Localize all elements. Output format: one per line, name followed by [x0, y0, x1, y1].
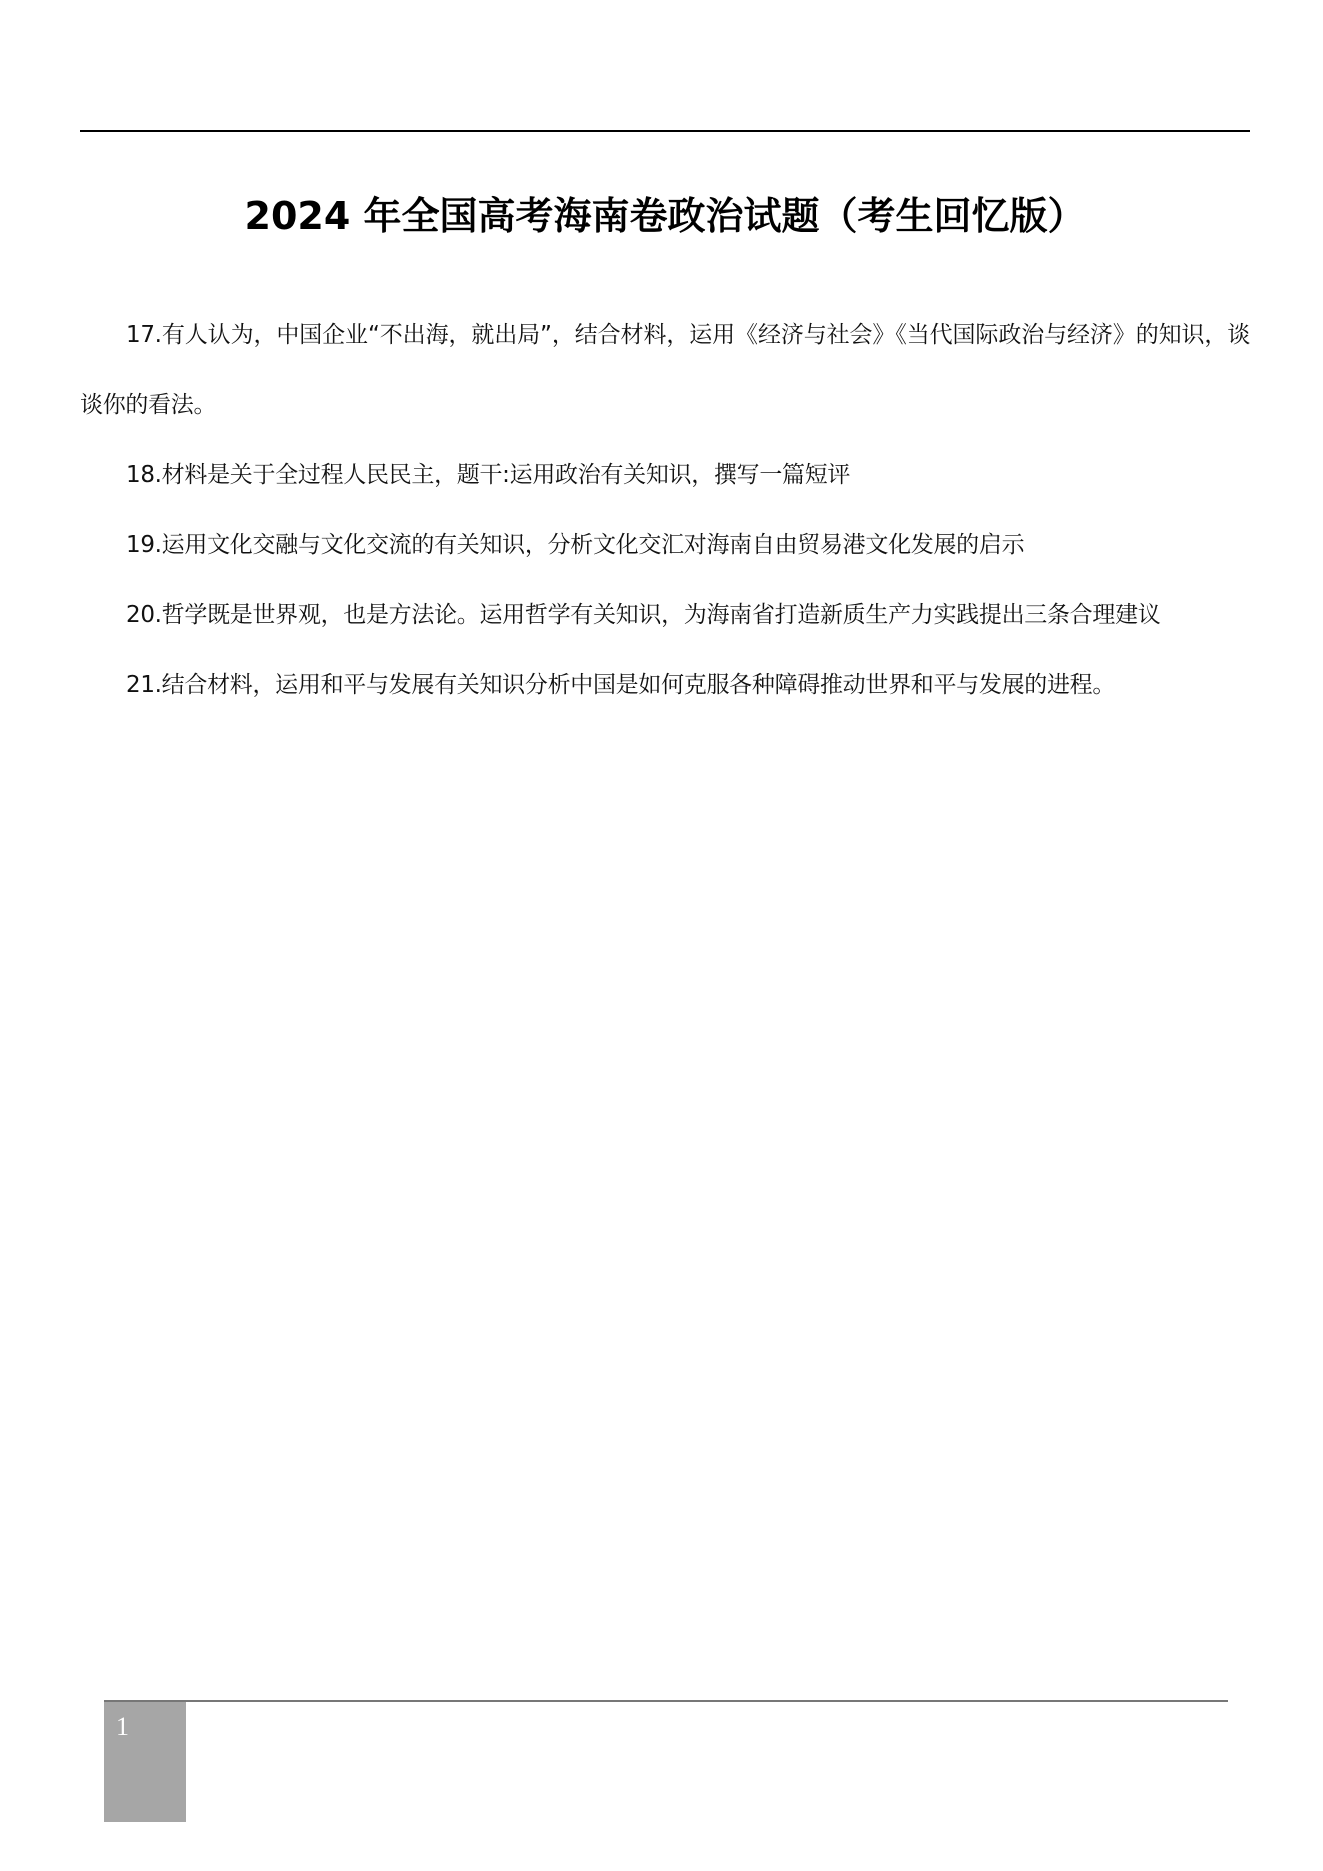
footer-rule [104, 1700, 1228, 1702]
document-title: 2024 年全国高考海南卷政治试题（考生回忆版） [244, 194, 1086, 238]
page-number-box [104, 1702, 186, 1822]
question-19: 19.运用文化交融与文化交流的有关知识，分析文化交汇对海南自由贸易港文化发展的启示 [126, 532, 1025, 558]
page-number: 1 [116, 1712, 129, 1741]
question-17: 17.有人认为，中国企业“不出海，就出局”，结合材料，运用《经济与社会》《当代国际政治与经济》的知识，谈谈你的看法。 [80, 322, 1250, 418]
question-20: 20.哲学既是世界观，也是方法论。运用哲学有关知识，为海南省打造新质生产力实践提出三条合理建议 [126, 602, 1161, 628]
header-rule [80, 130, 1250, 132]
question-21: 21.结合材料，运用和平与发展有关知识分析中国是如何克服各种障碍推动世界和平与发展的进程。 [126, 672, 1116, 698]
question-18: 18.材料是关于全过程人民民主，题干:运用政治有关知识，撰写一篇短评 [126, 462, 851, 488]
question-list [80, 300, 1250, 720]
